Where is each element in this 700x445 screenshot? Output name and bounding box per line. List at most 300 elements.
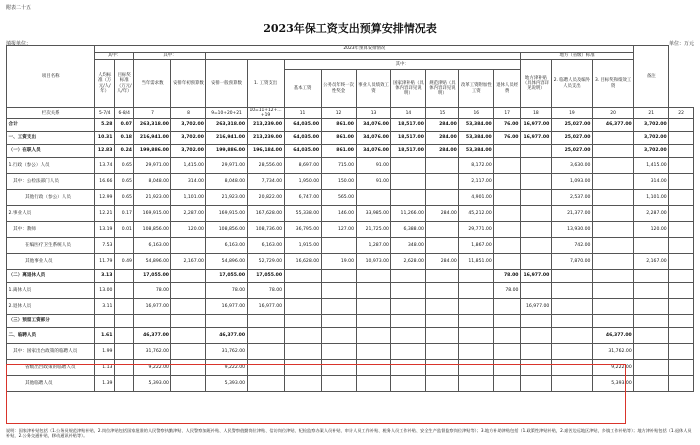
row-value-cell: 12.99 bbox=[95, 190, 115, 206]
row-value-cell bbox=[669, 132, 694, 145]
row-item-name: 一、工资支出 bbox=[7, 132, 95, 145]
row-value-cell bbox=[426, 190, 459, 206]
row-value-cell: 31,762.00 bbox=[592, 344, 633, 360]
row-value-cell bbox=[459, 283, 494, 299]
colnum-cell: 13 bbox=[356, 108, 391, 119]
row-value-cell bbox=[669, 238, 694, 254]
row-item-name: 2.事业人员 bbox=[7, 206, 95, 222]
row-value-cell: 0.65 bbox=[114, 158, 134, 174]
table-row bbox=[7, 145, 694, 158]
row-value-cell bbox=[520, 254, 551, 270]
row-value-cell: 31,762.00 bbox=[206, 344, 247, 360]
colnum-cell: 12 bbox=[321, 108, 356, 119]
row-value-cell: 16,977.00 bbox=[134, 299, 171, 315]
row-value-cell: 120.00 bbox=[634, 222, 669, 238]
row-value-cell: 20,822.00 bbox=[247, 190, 284, 206]
row-value-cell: 108,736.00 bbox=[247, 222, 284, 238]
row-value-cell: 46,377.00 bbox=[134, 328, 171, 344]
row-value-cell bbox=[284, 283, 321, 299]
row-value-cell bbox=[171, 344, 206, 360]
row-value-cell bbox=[459, 360, 494, 376]
row-value-cell bbox=[669, 315, 694, 328]
row-value-cell: 1,867.00 bbox=[459, 238, 494, 254]
row-value-cell bbox=[634, 315, 669, 328]
row-value-cell bbox=[592, 254, 633, 270]
table-row bbox=[7, 238, 694, 254]
row-value-cell: 861.00 bbox=[321, 145, 356, 158]
row-value-cell bbox=[426, 222, 459, 238]
colnum-cell: 20 bbox=[592, 108, 633, 119]
colnum-cell: 5-7/4 bbox=[95, 108, 115, 119]
header-national-subsidy: 国家津补贴（具体内容详见说明） bbox=[391, 70, 426, 108]
colnum-cell: 9=10+20+21 bbox=[206, 108, 247, 119]
row-value-cell: 1.13 bbox=[95, 360, 115, 376]
row-value-cell bbox=[459, 328, 494, 344]
row-value-cell bbox=[114, 283, 134, 299]
row-value-cell: 0.65 bbox=[114, 190, 134, 206]
header-wage-blank bbox=[206, 53, 521, 60]
row-value-cell bbox=[669, 206, 694, 222]
row-value-cell bbox=[356, 376, 391, 392]
row-value-cell bbox=[520, 206, 551, 222]
row-value-cell: 53,384.00 bbox=[459, 132, 494, 145]
row-item-name: 其他行政（参公）人员 bbox=[7, 190, 95, 206]
row-value-cell: 16,977.00 bbox=[520, 132, 551, 145]
row-value-cell: 76.00 bbox=[494, 119, 521, 132]
row-value-cell: 5,393.00 bbox=[134, 376, 171, 392]
row-value-cell bbox=[520, 283, 551, 299]
row-value-cell bbox=[669, 222, 694, 238]
row-value-cell: 2,167.00 bbox=[634, 254, 669, 270]
row-value-cell: 169,915.00 bbox=[134, 206, 171, 222]
colnum-cell: 17 bbox=[494, 108, 521, 119]
row-value-cell: 213,239.00 bbox=[247, 119, 284, 132]
row-value-cell bbox=[114, 299, 134, 315]
row-value-cell: 0.65 bbox=[114, 174, 134, 190]
header-qizhong-a: 其中： bbox=[95, 53, 134, 60]
row-value-cell: 565.00 bbox=[321, 190, 356, 206]
row-value-cell bbox=[520, 174, 551, 190]
colnum-cell: 7 bbox=[134, 108, 171, 119]
table-row bbox=[7, 299, 694, 315]
header-wage-block: 1. 工资支出 bbox=[247, 60, 284, 108]
row-value-cell: 64,035.00 bbox=[284, 119, 321, 132]
row-value-cell bbox=[206, 315, 247, 328]
row-value-cell bbox=[134, 315, 171, 328]
row-value-cell bbox=[592, 145, 633, 158]
row-value-cell bbox=[356, 360, 391, 376]
row-value-cell bbox=[321, 376, 356, 392]
row-value-cell: 33,985.00 bbox=[356, 206, 391, 222]
row-value-cell: 13.74 bbox=[95, 158, 115, 174]
row-value-cell: 18,517.00 bbox=[391, 132, 426, 145]
row-value-cell: 2,287.00 bbox=[171, 206, 206, 222]
row-value-cell bbox=[391, 283, 426, 299]
row-value-cell bbox=[426, 238, 459, 254]
row-item-name: 1.离休人员 bbox=[7, 283, 95, 299]
row-value-cell bbox=[356, 270, 391, 283]
row-value-cell: 53,384.00 bbox=[459, 145, 494, 158]
row-value-cell bbox=[459, 299, 494, 315]
row-value-cell: 199,886.00 bbox=[206, 145, 247, 158]
row-value-cell: 78.00 bbox=[134, 283, 171, 299]
header-general-arranged: 安排一般预算数 bbox=[206, 60, 247, 108]
row-value-cell: 263,318.00 bbox=[134, 119, 171, 132]
row-value-cell bbox=[669, 119, 694, 132]
colnum-cell: 6-8/4 bbox=[114, 108, 134, 119]
row-value-cell: 3.11 bbox=[95, 299, 115, 315]
table-row bbox=[7, 360, 694, 376]
row-value-cell: 1,415.00 bbox=[634, 158, 669, 174]
row-value-cell bbox=[171, 315, 206, 328]
row-value-cell: 2,167.00 bbox=[171, 254, 206, 270]
row-value-cell: 34,076.00 bbox=[356, 145, 391, 158]
row-value-cell bbox=[669, 328, 694, 344]
row-value-cell: 1.39 bbox=[95, 376, 115, 392]
row-value-cell bbox=[592, 206, 633, 222]
row-value-cell bbox=[321, 344, 356, 360]
row-value-cell bbox=[171, 283, 206, 299]
row-value-cell: 31,762.00 bbox=[134, 344, 171, 360]
row-value-cell: 3,702.00 bbox=[171, 132, 206, 145]
row-value-cell: 5.28 bbox=[95, 119, 115, 132]
row-value-cell: 16,977.00 bbox=[520, 270, 551, 283]
row-value-cell: 34,076.00 bbox=[356, 119, 391, 132]
row-value-cell bbox=[391, 344, 426, 360]
row-value-cell: 5,393.00 bbox=[592, 376, 633, 392]
row-value-cell: 54,896.00 bbox=[134, 254, 171, 270]
row-value-cell: 21,923.00 bbox=[134, 190, 171, 206]
row-value-cell: 169,915.00 bbox=[206, 206, 247, 222]
header-target-bonus: 3. 目标奖和绩效工资 bbox=[592, 60, 633, 108]
row-value-cell: 36,795.00 bbox=[284, 222, 321, 238]
colnum-cell: 8 bbox=[171, 108, 206, 119]
row-item-name: 合计 bbox=[7, 119, 95, 132]
row-value-cell: 6,163.00 bbox=[247, 238, 284, 254]
row-value-cell bbox=[494, 238, 521, 254]
row-value-cell bbox=[114, 328, 134, 344]
row-value-cell: 25,027.00 bbox=[551, 132, 592, 145]
row-value-cell: 7,734.00 bbox=[247, 174, 284, 190]
row-value-cell bbox=[494, 315, 521, 328]
header-fund-arranged: 安排年初预算数 bbox=[171, 60, 206, 108]
row-value-cell: 17,055.00 bbox=[206, 270, 247, 283]
row-value-cell: 167,628.00 bbox=[247, 206, 284, 222]
row-value-cell bbox=[247, 328, 284, 344]
row-value-cell: 0.24 bbox=[114, 145, 134, 158]
row-value-cell bbox=[592, 174, 633, 190]
row-value-cell bbox=[114, 344, 134, 360]
row-value-cell bbox=[284, 344, 321, 360]
row-value-cell bbox=[321, 270, 356, 283]
row-value-cell bbox=[171, 270, 206, 283]
row-value-cell bbox=[520, 190, 551, 206]
row-value-cell bbox=[494, 206, 521, 222]
row-value-cell: 1,287.00 bbox=[356, 238, 391, 254]
row-value-cell: 1,101.00 bbox=[171, 190, 206, 206]
header-retirement: 退休人员经费 bbox=[494, 70, 521, 108]
row-value-cell bbox=[426, 270, 459, 283]
row-value-cell: 0.01 bbox=[114, 222, 134, 238]
row-value-cell bbox=[592, 270, 633, 283]
table-row bbox=[7, 174, 694, 190]
row-value-cell bbox=[321, 238, 356, 254]
row-value-cell: 8,048.00 bbox=[206, 174, 247, 190]
row-value-cell: 11,266.00 bbox=[391, 206, 426, 222]
row-value-cell bbox=[669, 145, 694, 158]
row-value-cell: 0.49 bbox=[114, 254, 134, 270]
table-row bbox=[7, 206, 694, 222]
row-item-name: （三）预留工资部分 bbox=[7, 315, 95, 328]
row-value-cell: 6,163.00 bbox=[134, 238, 171, 254]
row-value-cell bbox=[426, 315, 459, 328]
row-value-cell bbox=[391, 174, 426, 190]
row-value-cell: 34,076.00 bbox=[356, 132, 391, 145]
row-value-cell: 3,702.00 bbox=[634, 132, 669, 145]
row-value-cell bbox=[634, 344, 669, 360]
row-value-cell: 284.00 bbox=[426, 254, 459, 270]
row-value-cell: 6,388.00 bbox=[391, 222, 426, 238]
row-value-cell: 18,517.00 bbox=[391, 119, 426, 132]
row-value-cell: 45,212.00 bbox=[459, 206, 494, 222]
row-value-cell: 7,870.00 bbox=[551, 254, 592, 270]
row-value-cell: 861.00 bbox=[321, 132, 356, 145]
row-value-cell bbox=[494, 254, 521, 270]
row-value-cell bbox=[459, 344, 494, 360]
row-value-cell: 3,702.00 bbox=[634, 119, 669, 132]
row-value-cell bbox=[459, 270, 494, 283]
row-value-cell bbox=[284, 376, 321, 392]
row-value-cell bbox=[284, 270, 321, 283]
row-value-cell bbox=[391, 360, 426, 376]
row-value-cell: 1,415.00 bbox=[171, 158, 206, 174]
colnum-cell: 18 bbox=[520, 108, 551, 119]
row-value-cell: 18,517.00 bbox=[391, 145, 426, 158]
row-value-cell: 108,856.00 bbox=[206, 222, 247, 238]
row-value-cell: 199,886.00 bbox=[134, 145, 171, 158]
header-inst-perf: 事业人员绩效工资 bbox=[356, 70, 391, 108]
row-value-cell bbox=[356, 344, 391, 360]
row-value-cell: 78.00 bbox=[206, 283, 247, 299]
row-value-cell: 9,222.00 bbox=[206, 360, 247, 376]
row-value-cell bbox=[669, 299, 694, 315]
row-value-cell bbox=[669, 376, 694, 392]
row-value-cell: 11,851.00 bbox=[459, 254, 494, 270]
row-value-cell bbox=[247, 360, 284, 376]
row-value-cell: 12.21 bbox=[95, 206, 115, 222]
row-value-cell bbox=[494, 190, 521, 206]
row-value-cell bbox=[321, 315, 356, 328]
row-item-name: 其他临聘人员 bbox=[7, 376, 95, 392]
table-row bbox=[7, 315, 694, 328]
row-value-cell bbox=[520, 222, 551, 238]
row-value-cell bbox=[321, 299, 356, 315]
row-value-cell bbox=[171, 299, 206, 315]
row-value-cell bbox=[391, 376, 426, 392]
row-value-cell bbox=[426, 299, 459, 315]
colnum-cell: 19 bbox=[551, 108, 592, 119]
row-value-cell bbox=[356, 283, 391, 299]
row-value-cell bbox=[321, 360, 356, 376]
row-value-cell: 2,117.00 bbox=[459, 174, 494, 190]
row-value-cell bbox=[520, 328, 551, 344]
row-value-cell bbox=[592, 132, 633, 145]
row-value-cell: 16,628.00 bbox=[284, 254, 321, 270]
row-item-name: 二、临聘人员 bbox=[7, 328, 95, 344]
row-value-cell bbox=[171, 360, 206, 376]
row-value-cell: 9,222.00 bbox=[592, 360, 633, 376]
row-value-cell: 146.00 bbox=[321, 206, 356, 222]
row-value-cell: 10,973.00 bbox=[356, 254, 391, 270]
row-value-cell bbox=[669, 344, 694, 360]
row-value-cell: 0.17 bbox=[114, 206, 134, 222]
row-value-cell bbox=[669, 190, 694, 206]
row-value-cell bbox=[494, 328, 521, 344]
header-temp-staff: 2. 临聘人员及编外人员支出 bbox=[551, 60, 592, 108]
row-value-cell bbox=[171, 328, 206, 344]
header-qizhong-c: 其中： bbox=[284, 60, 520, 70]
row-value-cell bbox=[520, 360, 551, 376]
row-value-cell bbox=[426, 174, 459, 190]
row-value-cell bbox=[669, 360, 694, 376]
row-value-cell: 1,101.00 bbox=[634, 190, 669, 206]
row-value-cell: 52,729.00 bbox=[247, 254, 284, 270]
row-item-name: （二）离退休人员 bbox=[7, 270, 95, 283]
row-value-cell: 91.00 bbox=[356, 174, 391, 190]
currency-unit-label: 单位：万元 bbox=[668, 41, 694, 47]
row-value-cell: 0.18 bbox=[114, 132, 134, 145]
row-value-cell bbox=[634, 238, 669, 254]
colnum-cell: 21 bbox=[634, 108, 669, 119]
row-value-cell bbox=[426, 376, 459, 392]
table-row bbox=[7, 222, 694, 238]
table-row bbox=[7, 158, 694, 174]
row-value-cell bbox=[284, 360, 321, 376]
row-value-cell: 25,027.00 bbox=[551, 145, 592, 158]
row-value-cell: 8,048.00 bbox=[134, 174, 171, 190]
column-number-row bbox=[7, 108, 694, 119]
row-item-name: 其他事业人员 bbox=[7, 254, 95, 270]
table-row bbox=[7, 190, 694, 206]
row-value-cell: 55,338.00 bbox=[284, 206, 321, 222]
row-value-cell: 120.00 bbox=[171, 222, 206, 238]
row-value-cell bbox=[494, 360, 521, 376]
row-value-cell: 284.00 bbox=[426, 206, 459, 222]
row-value-cell bbox=[114, 360, 134, 376]
row-value-cell bbox=[356, 299, 391, 315]
header-budget-group: 2023年预算安排情况 bbox=[95, 46, 634, 53]
row-value-cell: 91.00 bbox=[356, 158, 391, 174]
row-item-name: 其中：国家出台政策的临聘人员 bbox=[7, 344, 95, 360]
row-value-cell bbox=[551, 328, 592, 344]
row-value-cell bbox=[494, 174, 521, 190]
header-current-demand: 当年需求数 bbox=[134, 60, 171, 108]
row-item-name: 1.行政（参公）人员 bbox=[7, 158, 95, 174]
row-value-cell: 12.83 bbox=[95, 145, 115, 158]
row-value-cell: 19.00 bbox=[321, 254, 356, 270]
row-value-cell: 4,901.00 bbox=[459, 190, 494, 206]
colnum-cell: 11 bbox=[284, 108, 321, 119]
row-value-cell bbox=[284, 328, 321, 344]
row-value-cell bbox=[356, 190, 391, 206]
row-value-cell: 2,628.00 bbox=[391, 254, 426, 270]
row-value-cell bbox=[551, 270, 592, 283]
row-value-cell bbox=[426, 328, 459, 344]
row-value-cell bbox=[426, 158, 459, 174]
row-value-cell: 17,055.00 bbox=[247, 270, 284, 283]
row-value-cell: 1.61 bbox=[95, 328, 115, 344]
row-value-cell: 2,287.00 bbox=[634, 206, 669, 222]
row-value-cell bbox=[459, 376, 494, 392]
row-value-cell: 742.00 bbox=[551, 238, 592, 254]
row-value-cell bbox=[171, 238, 206, 254]
row-value-cell bbox=[391, 299, 426, 315]
row-value-cell: 284.00 bbox=[426, 132, 459, 145]
table-row bbox=[7, 283, 694, 299]
row-value-cell: 78.00 bbox=[247, 283, 284, 299]
row-value-cell bbox=[669, 283, 694, 299]
row-value-cell: 16,977.00 bbox=[206, 299, 247, 315]
row-value-cell: 3.13 bbox=[95, 270, 115, 283]
row-value-cell bbox=[391, 315, 426, 328]
row-value-cell bbox=[95, 315, 115, 328]
row-value-cell: 21,725.00 bbox=[356, 222, 391, 238]
row-item-name: 省级出台政策的临聘人员 bbox=[7, 360, 95, 376]
footnote: 说明：国家津补贴包括（1.公务员规范津贴补贴，2.岗位津贴包括国家批准的人民警察执勤津贴、人民警察加班补贴、人民警察值勤岗位津贴、信访岗位津贴、纪检监察办案人员补贴、审计人员工作补贴、税务人员工作补贴、安全生产监督监察岗位津贴等）；3.地方补助津贴包括（1.政策性津贴补贴，2.艰苦边远地区津贴，乡镇工作补贴等）；地方津补贴包括（1.退休人员补贴，2.公务交通补贴，移动通讯补贴等）。 bbox=[6, 428, 692, 439]
header-civil-bonus: 公务员年终一次性奖金 bbox=[321, 70, 356, 108]
row-value-cell bbox=[114, 238, 134, 254]
row-value-cell: 263,318.00 bbox=[206, 119, 247, 132]
row-value-cell bbox=[426, 344, 459, 360]
row-value-cell bbox=[592, 158, 633, 174]
row-value-cell: 216,941.00 bbox=[206, 132, 247, 145]
row-value-cell bbox=[551, 283, 592, 299]
row-value-cell: 5,393.00 bbox=[206, 376, 247, 392]
row-value-cell bbox=[321, 283, 356, 299]
row-value-cell: 196,184.00 bbox=[247, 145, 284, 158]
header-basic: 基本工资 bbox=[284, 70, 321, 108]
header-local-standard: 地方（省级）标准 bbox=[520, 53, 633, 60]
row-value-cell bbox=[494, 376, 521, 392]
row-value-cell bbox=[391, 270, 426, 283]
row-value-cell: 13.00 bbox=[95, 283, 115, 299]
row-value-cell: 13.19 bbox=[95, 222, 115, 238]
row-value-cell: 21,923.00 bbox=[206, 190, 247, 206]
row-value-cell bbox=[391, 328, 426, 344]
table-row bbox=[7, 270, 694, 283]
header-local-subsidy: 地方津补贴（具体内容详见说明） bbox=[520, 60, 551, 108]
row-value-cell: 76.00 bbox=[494, 132, 521, 145]
row-value-cell: 64,035.00 bbox=[284, 132, 321, 145]
row-value-cell bbox=[391, 158, 426, 174]
row-value-cell bbox=[634, 360, 669, 376]
row-value-cell bbox=[114, 270, 134, 283]
colnum-label: 栏次关系 bbox=[7, 108, 95, 119]
header-qizhong-b: 其中： bbox=[134, 53, 206, 60]
table-row bbox=[7, 254, 694, 270]
row-value-cell: 7.53 bbox=[95, 238, 115, 254]
wage-budget-table bbox=[6, 45, 694, 392]
row-value-cell: 29,971.00 bbox=[206, 158, 247, 174]
row-value-cell: 16,977.00 bbox=[520, 299, 551, 315]
table-row bbox=[7, 376, 694, 392]
row-item-name: （一）在职人员 bbox=[7, 145, 95, 158]
page-title: 2023年保工资支出预算安排情况表 bbox=[263, 22, 437, 35]
row-item-name: 其中：公检法部门人员 bbox=[7, 174, 95, 190]
annex-label: 附表二十五 bbox=[6, 5, 32, 11]
row-value-cell bbox=[592, 222, 633, 238]
row-value-cell bbox=[551, 344, 592, 360]
